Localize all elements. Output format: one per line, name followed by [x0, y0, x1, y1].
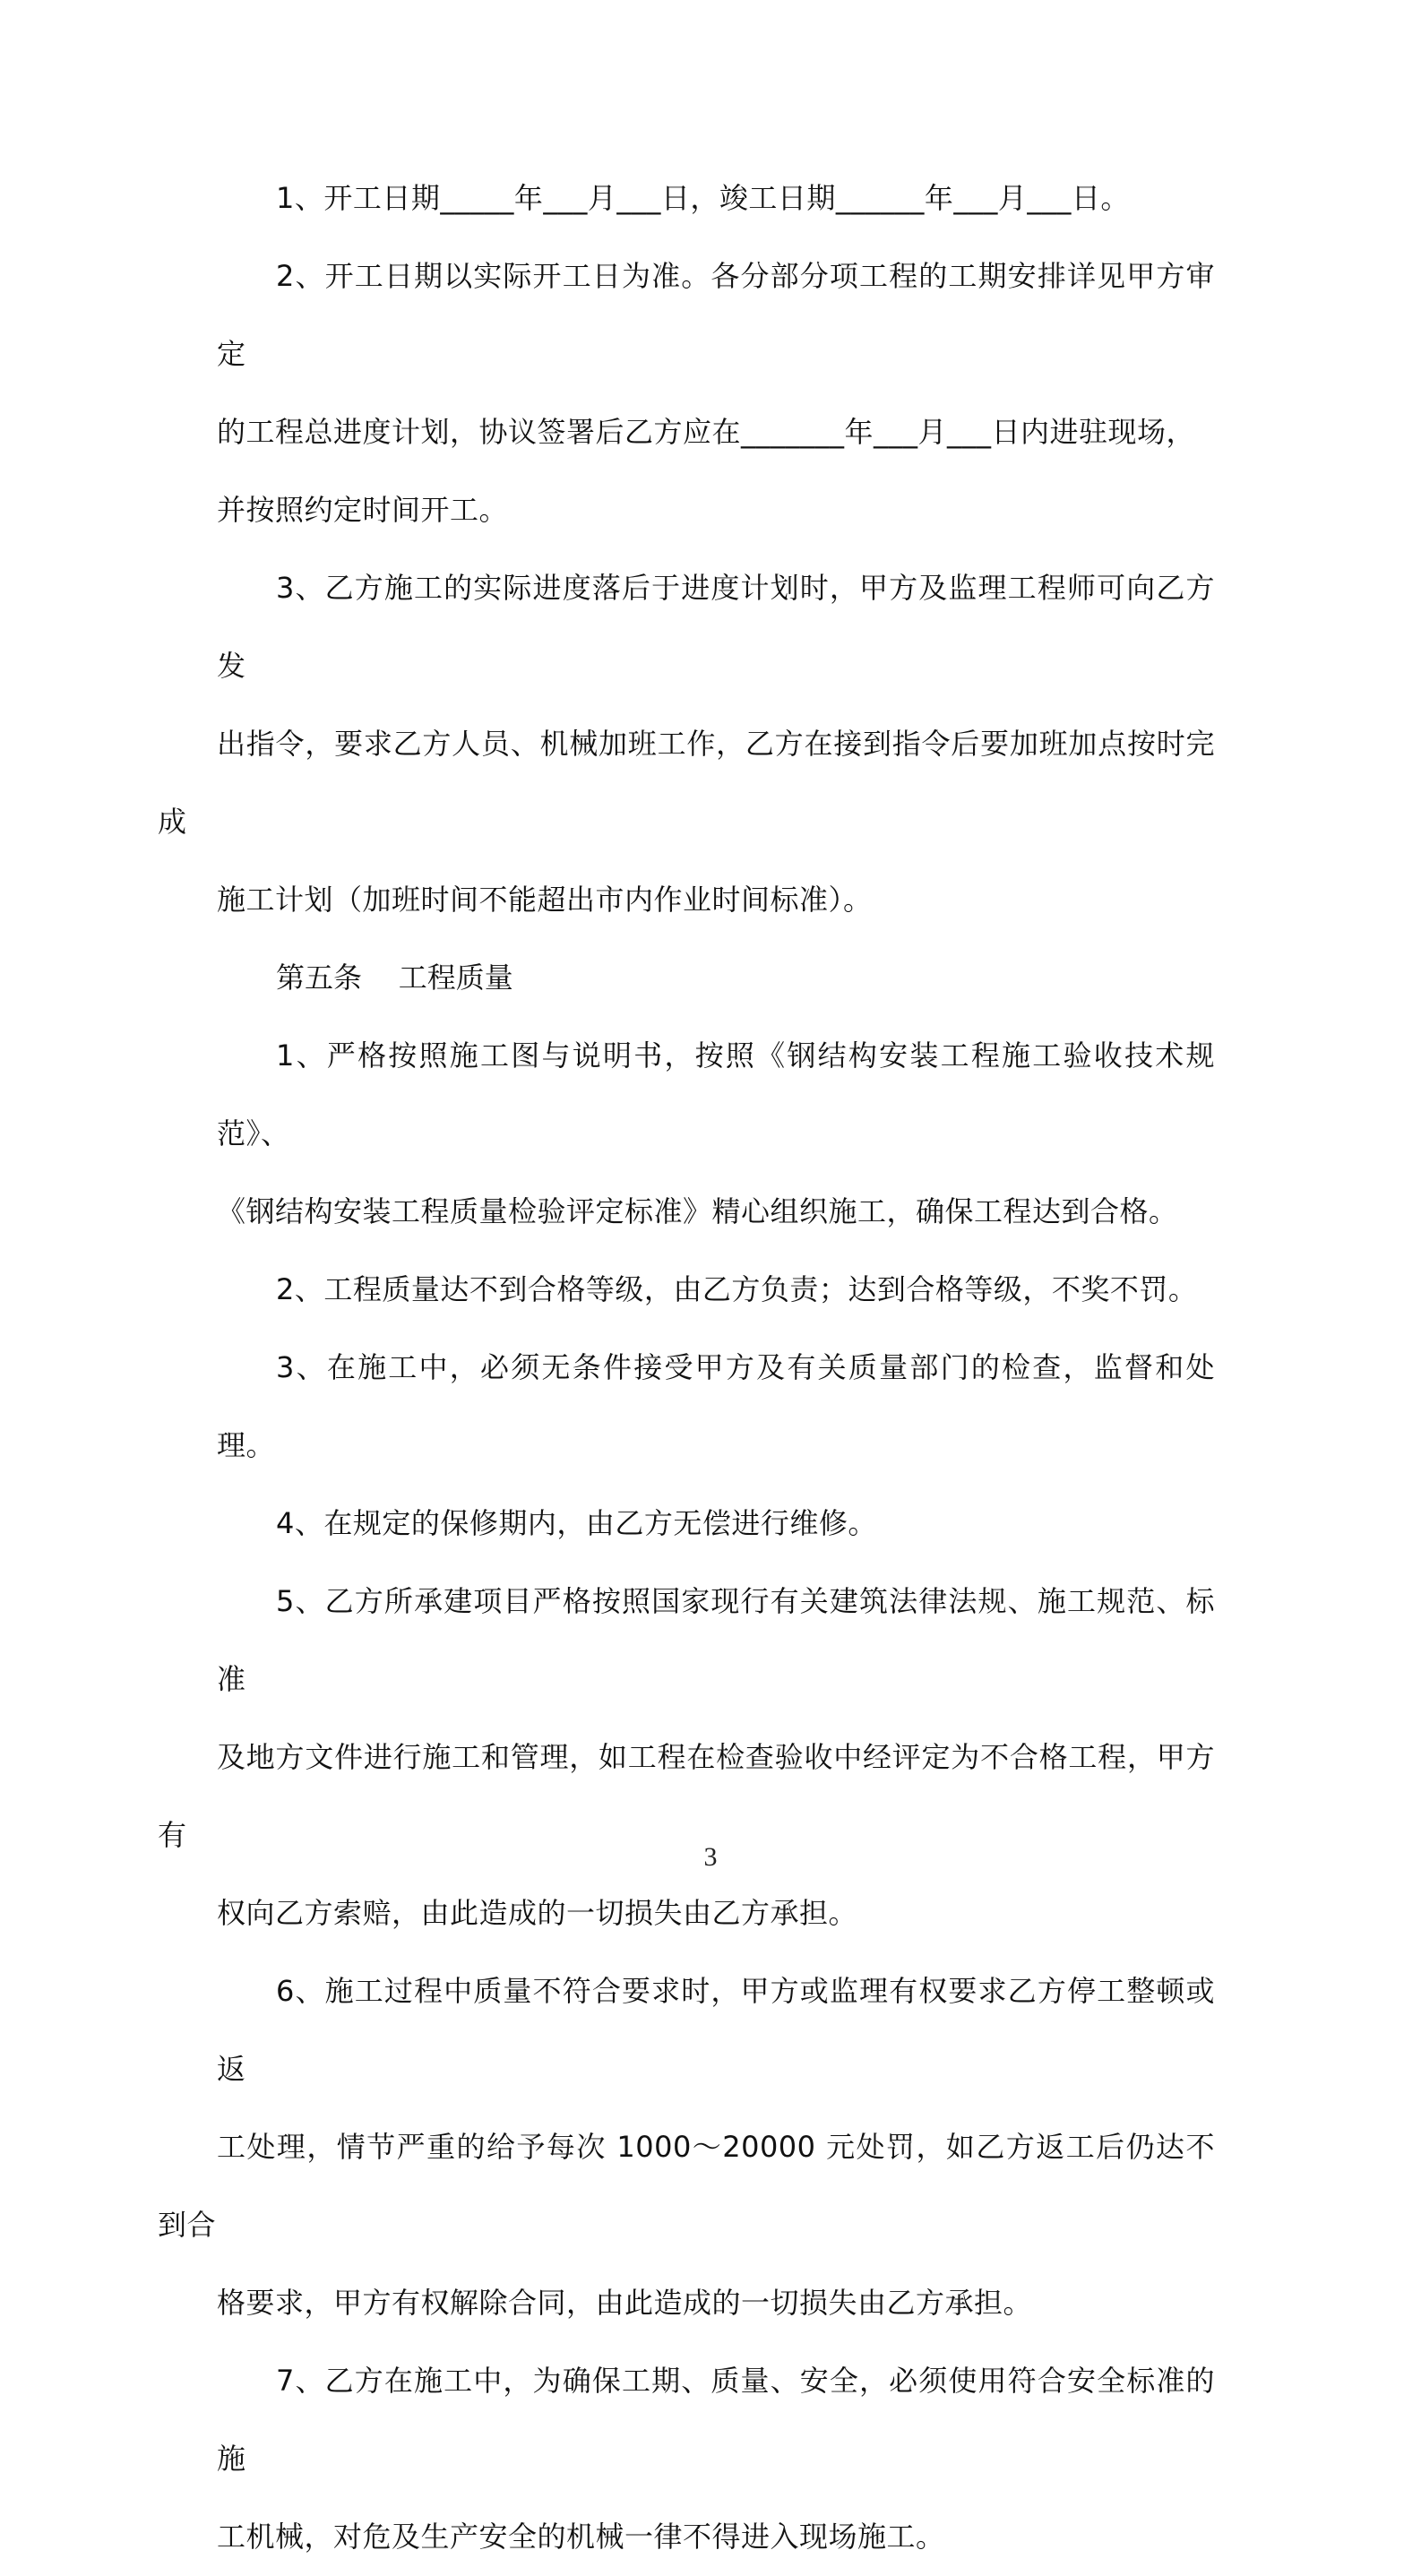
text-line: 6、施工过程中质量不符合要求时，甲方或监理有权要求乙方停工整顿或返 — [217, 1974, 1215, 2086]
text-line: 2、开工日期以实际开工日为准。各分部分项工程的工期安排详见甲方审定 — [217, 259, 1215, 371]
section-heading: 第五条 工程质量 — [276, 961, 513, 995]
text-line: 及地方文件进行施工和管理，如工程在检查验收中经评定为不合格工程，甲方有 — [158, 1740, 1215, 1852]
text-line: 1、严格按照施工图与说明书，按照《钢结构安装工程施工验收技术规范》、 — [217, 1038, 1215, 1150]
text-line: 1、开工日期_____年___月___日，竣工日期______年___月___日。 — [276, 181, 1130, 215]
clause-paragraph — [158, 1563, 1215, 1952]
text-line: 3、在施工中，必须无条件接受甲方及有关质量部门的检查，监督和处理。 — [217, 1350, 1215, 1462]
clause-paragraph — [217, 237, 1215, 549]
clause-paragraph — [217, 159, 1215, 237]
document-body — [158, 159, 1215, 2576]
text-line: 出指令，要求乙方人员、机械加班工作，乙方在接到指令后要加班加点按时完成 — [158, 727, 1215, 839]
text-line: 的工程总进度计划，协议签署后乙方应在_______年___月___日内进驻现场， — [217, 415, 1196, 449]
clause-paragraph — [158, 1952, 1215, 2342]
text-line: 4、在规定的保修期内，由乙方无偿进行维修。 — [276, 1506, 877, 1540]
clause-paragraph — [217, 1251, 1215, 1329]
clause-paragraph — [217, 1017, 1215, 1251]
clause-paragraph — [158, 549, 1215, 939]
text-line: 并按照约定时间开工。 — [217, 493, 509, 527]
clause-paragraph — [217, 1329, 1215, 1485]
text-line: 2、工程质量达不到合格等级，由乙方负责；达到合格等级，不奖不罚。 — [276, 1272, 1198, 1306]
text-line: 工机械，对危及生产安全的机械一律不得进入现场施工。 — [217, 2520, 945, 2554]
text-line: 格要求，甲方有权解除合同，由此造成的一切损失由乙方承担。 — [217, 2286, 1033, 2320]
text-line: 《钢结构安装工程质量检验评定标准》精心组织施工，确保工程达到合格。 — [217, 1194, 1178, 1228]
text-line: 5、乙方所承建项目严格按照国家现行有关建筑法律法规、施工规范、标准 — [217, 1584, 1215, 1696]
page-number: 3 — [703, 1842, 718, 1872]
text-line: 7、乙方在施工中，为确保工期、质量、安全，必须使用符合安全标准的施 — [217, 2364, 1215, 2476]
text-line: 施工计划（加班时间不能超出市内作业时间标准）。 — [217, 883, 873, 917]
clause-paragraph — [217, 1485, 1215, 1563]
clause-paragraph — [217, 2342, 1215, 2576]
text-line: 3、乙方施工的实际进度落后于进度计划时，甲方及监理工程师可向乙方发 — [217, 571, 1215, 683]
text-line: 工处理，情节严重的给予每次 1000～20000 元处罚，如乙方返工后仍达不到合 — [158, 2130, 1215, 2242]
text-line: 权向乙方索赔，由此造成的一切损失由乙方承担。 — [217, 1896, 858, 1930]
